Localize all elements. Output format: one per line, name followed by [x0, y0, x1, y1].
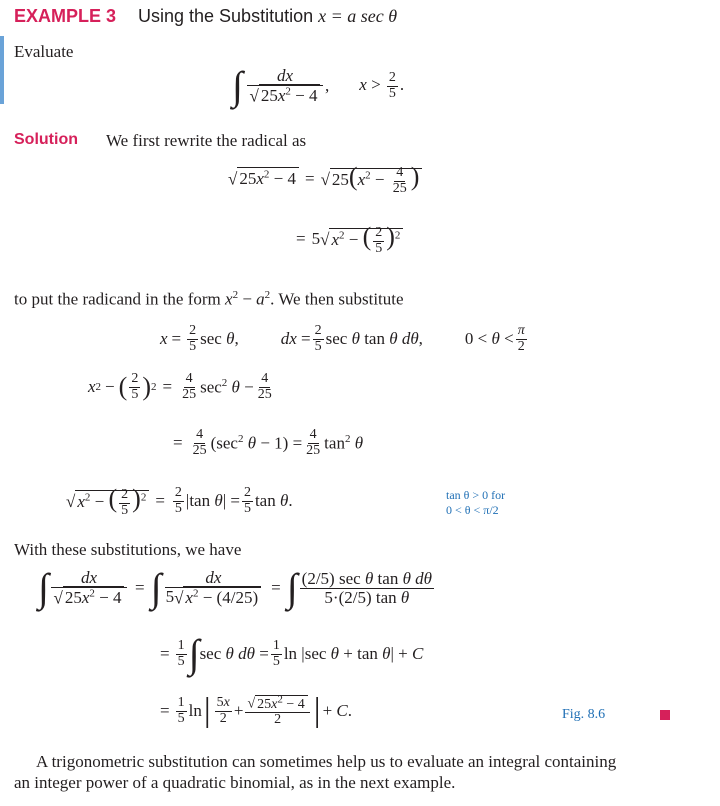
- figure-reference[interactable]: Fig. 8.6: [562, 707, 606, 722]
- radicand-text: to put the radicand in the form $x^2 - a^2$. We then substitute: [14, 289, 404, 309]
- final-line-3: = $\frac{1}{5}$ ln | $\frac{5x}{2}$ + $\frac{√ 25x^2 - 4}{2}$ | + C.: [160, 692, 353, 729]
- radical-rewrite-1: √ $25x^2 - 4$ = √ $25(x^2$ − $\frac{4}{25}$ ): [228, 162, 422, 196]
- identity-line-2: = $\frac{4}{25}$ ($\sec^2$ θ − 1) = $\frac{4}{25}$ $\tan^2 \theta$: [173, 427, 364, 458]
- final-line-1: ∫ $\frac{dx}{√ 25x^2 - 4}$ = ∫ $\frac{dx}{5√ x^2 - (4/25)}$ = ∫ $\frac{\text{(2/5) sec θ tan θ dθ}}{\text{5·(2/5) tan θ}}$: [38, 565, 433, 610]
- solution-text: We first rewrite the radical as: [106, 131, 307, 150]
- solution-label: Solution: [14, 131, 78, 148]
- identity-line-1: x 2 − ( $\frac{2}{5}$ ) 2 = $\frac{4}{25}$ $\sec^2 \theta$ − $\frac{4}{25}$: [88, 371, 272, 402]
- side-note-1: tan θ > 0 for: [446, 488, 506, 502]
- side-note-2: 0 < θ < π/2: [446, 503, 499, 517]
- integral-statement: ∫ $\frac{dx}{√ 25x^2 - 4}$ , x > $\frac{2}{5}$ .: [232, 63, 405, 108]
- evaluate-text: Evaluate: [14, 42, 74, 61]
- identity-line-3: √ $x^2$ − ( $\frac{2}{5}$ )$^2$ = $\frac{2}{5}$ |tan θ| = $\frac{2}{5}$ tan θ.: [66, 484, 293, 518]
- closing-line-2: an integer power of a quadratic binomial, as in the next example.: [14, 773, 456, 792]
- end-of-example-square: [660, 710, 670, 720]
- example-title: [138, 6, 397, 27]
- example-title-prefix: Using the Substitution: [138, 6, 314, 26]
- closing-line-1: A trigonometric substitution can sometimes help us to evaluate an integral containing: [36, 752, 617, 771]
- substitution-line: x = $\frac{2}{5}$ sec θ, dx = $\frac{2}{5}$ sec θ tan θ dθ, 0 < θ < $\frac{\pi}{2}$: [160, 323, 525, 354]
- example-label: EXAMPLE 3: [14, 6, 117, 26]
- final-line-2: = $\frac{1}{5}$ ∫ sec θ dθ = $\frac{1}{5}$ ln |sec θ + tan θ| + C: [160, 631, 424, 676]
- margin-bar: [0, 36, 4, 104]
- radical-rewrite-2: = 5 √ $x^2$ − ( $\frac{2}{5}$ )$^2$: [296, 222, 403, 256]
- with-subs-text: With these substitutions, we have: [14, 540, 242, 559]
- example-title-math: x = a sec θ: [318, 6, 398, 26]
